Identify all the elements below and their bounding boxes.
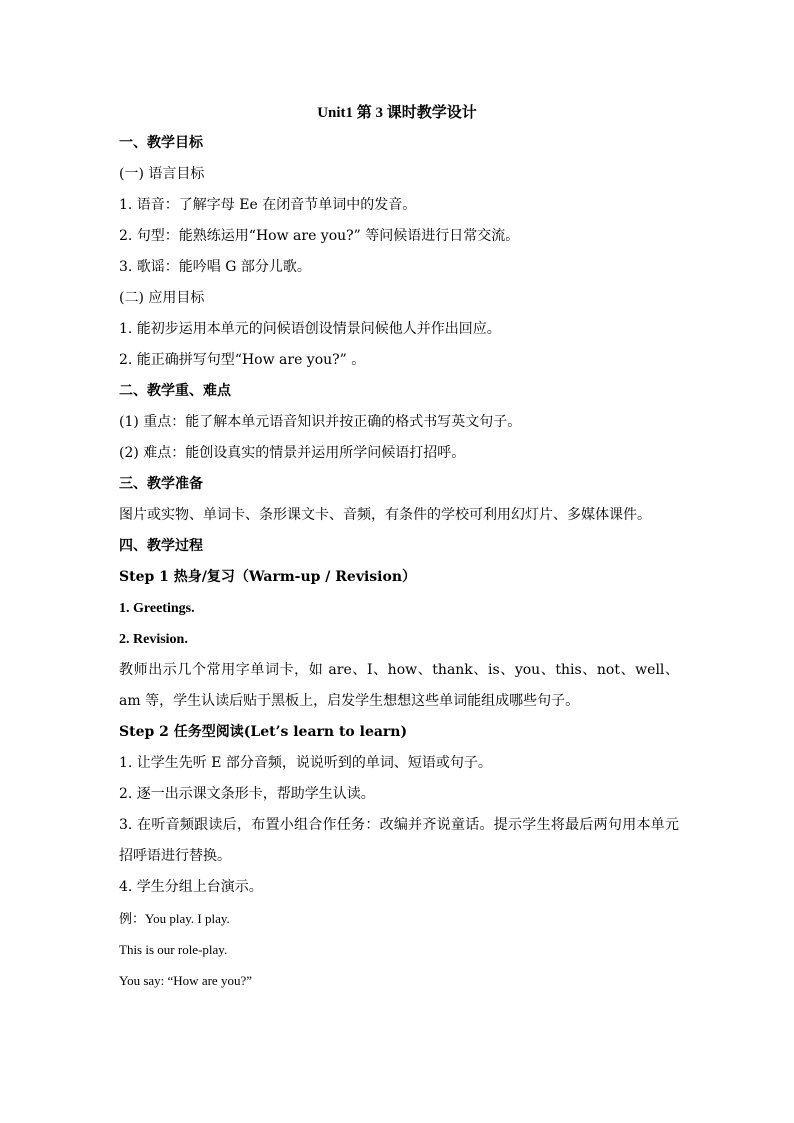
list-item: 2. 能正确拼写句型“How are you?” 。 (119, 352, 366, 368)
list-item: 1. 让学生先听 E 部分音频，说说听到的单词、短语或句子。 (119, 755, 492, 771)
paragraph-step1: 教师出示几个常用字单词卡，如 are、I、how、thank、is、you、this、not、well、am 等，学生认读后贴于黑板上，启发学生想想这些单词能组成哪些句子。 (119, 662, 679, 709)
step1-item-revision: 2. Revision. (119, 632, 188, 647)
list-item: 4. 学生分组上台演示。 (119, 879, 263, 895)
example-line: This is our role-play. (119, 942, 228, 957)
example-line: 例：You play. I play. (119, 911, 230, 926)
step2-heading: Step 2 任务型阅读(Let’s learn to learn) (119, 724, 408, 740)
document-body (119, 128, 679, 996)
section-heading-preparation: 三、教学准备 (119, 476, 203, 492)
list-item: 2. 句型：能熟练运用“How are you?” 等问候语进行日常交流。 (119, 228, 520, 244)
list-item: 1. 能初步运用本单元的问候语创设情景问候他人并作出回应。 (119, 321, 501, 337)
section-heading-objectives: 一、教学目标 (119, 135, 203, 151)
section-heading-process: 四、教学过程 (119, 538, 203, 554)
list-item: 1. 语音：了解字母 Ee 在闭音节单词中的发音。 (119, 197, 417, 213)
step1-heading: Step 1 热身/复习（Warm-up / Revision） (119, 569, 416, 585)
list-item: 2. 逐一出示课文条形卡，帮助学生认读。 (119, 786, 375, 802)
step1-item-greetings: 1. Greetings. (119, 601, 195, 616)
list-item: 3. 在听音频跟读后，布置小组合作任务：改编并齐说童话。提示学生将最后两句用本单元招呼语进行替换。 (119, 817, 679, 864)
list-item: 3. 歌谣：能吟唱 G 部分儿歌。 (119, 259, 311, 275)
document-title: Unit1 第 3 课时教学设计 (317, 105, 477, 121)
list-item: (1) 重点：能了解本单元语音知识并按正确的格式书写英文句子。 (119, 414, 522, 430)
paragraph-preparation: 图片或实物、单词卡、条形课文卡、音频，有条件的学校可利用幻灯片、多媒体课件。 (119, 507, 651, 523)
list-item: (2) 难点：能创设真实的情景并运用所学问候语打招呼。 (119, 445, 466, 461)
subheading-application-goals: (二) 应用目标 (119, 290, 205, 306)
subheading-language-goals: (一) 语言目标 (119, 166, 205, 182)
example-line: You say: “How are you?” (119, 973, 252, 988)
section-heading-key-points: 二、教学重、难点 (119, 383, 231, 399)
